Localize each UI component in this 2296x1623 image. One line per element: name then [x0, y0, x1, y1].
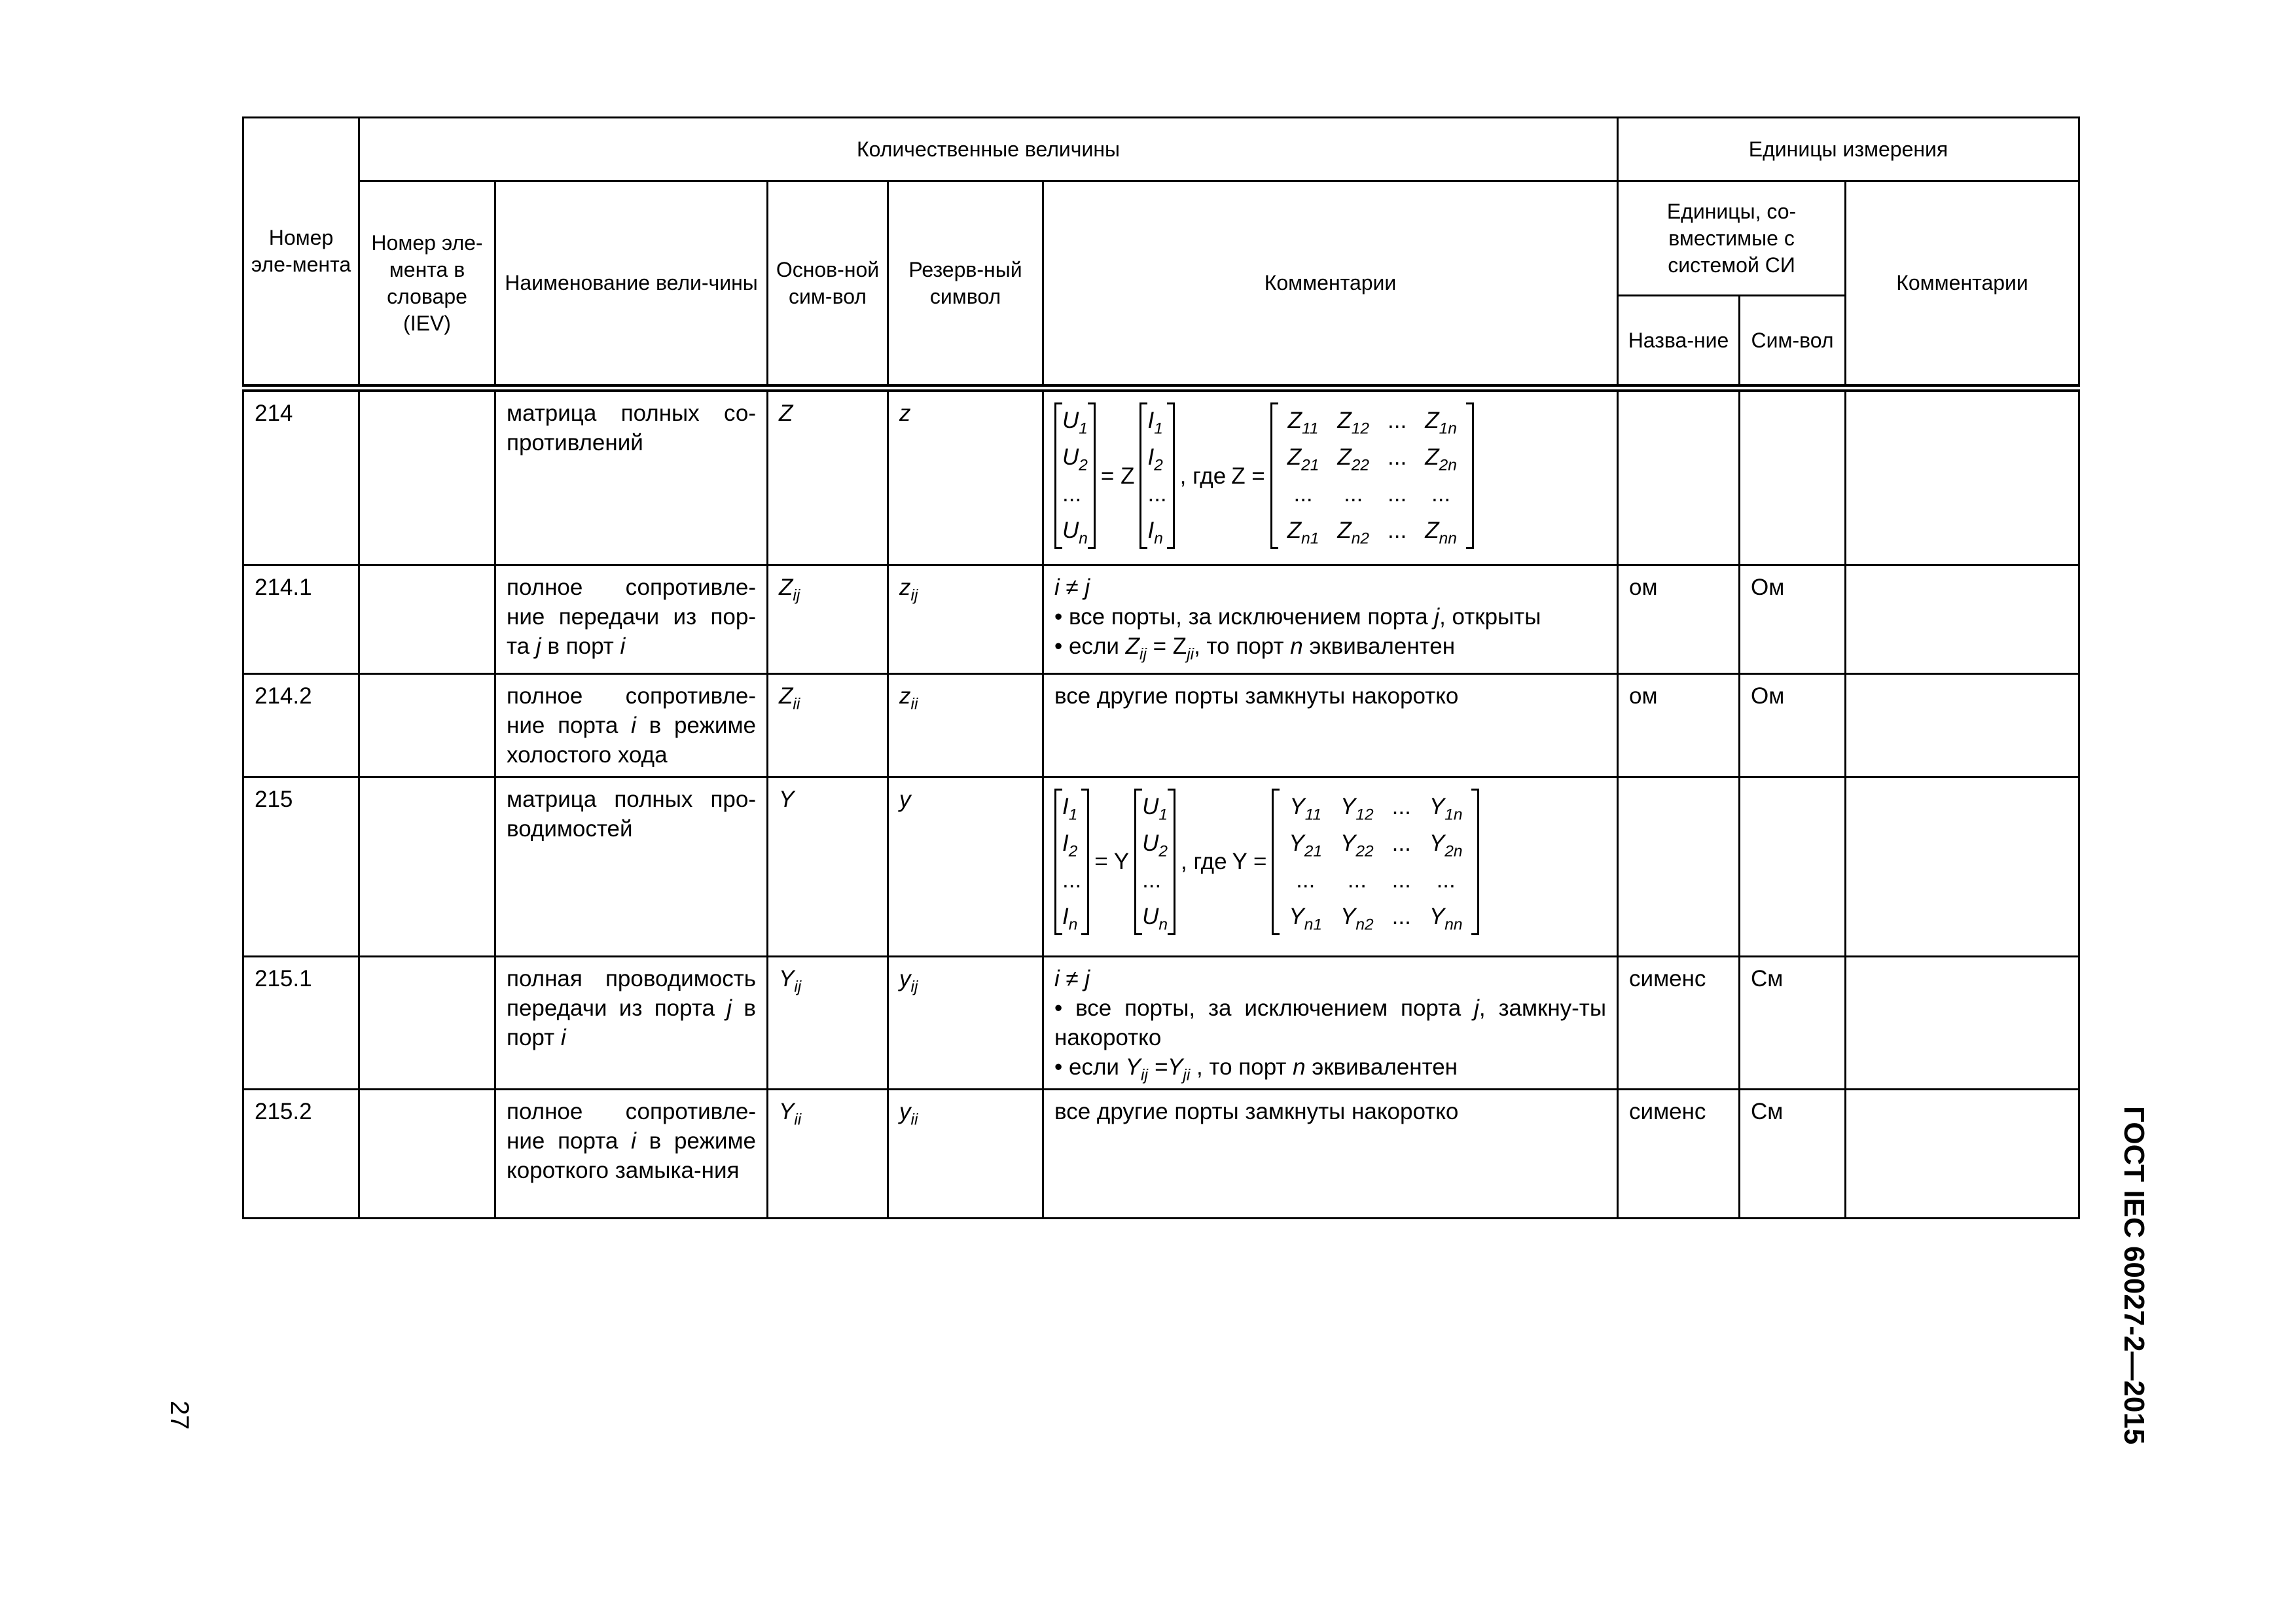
page-number: 27: [165, 1400, 194, 1430]
table-row: [243, 1089, 2079, 1218]
cell-name: матрица полных про-водимостей: [495, 777, 768, 956]
quantities-table: [242, 116, 2080, 1219]
cell-number: 214: [243, 388, 359, 565]
table-row: [243, 956, 2079, 1089]
table-row: [243, 565, 2079, 673]
table-row: [243, 777, 2079, 956]
header-quantity-name: Наименование вели-чины: [495, 181, 768, 389]
cell-iev: [359, 673, 495, 777]
header-reserve-symbol: Резерв-ный символ: [888, 181, 1043, 389]
cell-number: 215.2: [243, 1089, 359, 1218]
cell-unit-symbol: Ом: [1740, 673, 1846, 777]
cell-main-symbol: $Z_{ii}$: [768, 673, 888, 777]
cell-comment: i ≠ j • все порты, за исключением порта j, открыты • если $Z_{ij} = Z_{ji}$, то порт n эквивалентен: [1043, 565, 1618, 673]
cell-unit-comment: [1846, 1089, 2079, 1218]
cell-unit-name: сименс: [1618, 1089, 1740, 1218]
cell-unit-symbol: [1740, 777, 1846, 956]
admittance-matrix-formula: $I_1$ $I_2$ ... $I_n$ = Y $U_1$ $U_2$ ... $U_n$ , где Y = $Y_{11}$ $Y_{12}$ ... $Y_{1n}$ $Y_{21}$ $Y_{22}$ ... $Y_{2n}$ ... ... ... ... $Y_{n1}$ $Y_{n2}$ ... $Y_{nn}$: [1054, 785, 1606, 935]
cell-unit-comment: [1846, 956, 2079, 1089]
cell-main-symbol: $Y_{ij}$: [768, 956, 888, 1089]
cell-reserve-symbol: $y_{ij}$: [888, 956, 1043, 1089]
cell-comment: все другие порты замкнуты накоротко: [1043, 673, 1618, 777]
cell-comment-formula-z: [1043, 388, 1618, 565]
cell-unit-symbol: [1740, 388, 1846, 565]
cell-iev: [359, 777, 495, 956]
header-comments: Комментарии: [1043, 181, 1618, 389]
cell-unit-symbol: См: [1740, 956, 1846, 1089]
impedance-matrix: $Z_{11}$ $Z_{12}$ ... $Z_{1n}$ $Z_{21}$ $Z_{22}$ ... $Z_{2n}$ ... ... ... ... $Z_{n1}$ $Z_{n2}$ ... $Z_{nn}$: [1270, 402, 1474, 549]
cell-unit-comment: [1846, 777, 2079, 956]
header-main-symbol: Основ-ной сим-вол: [768, 181, 888, 389]
cell-unit-name: [1618, 777, 1740, 956]
header-iev-number: Номер эле-мента в словаре (IEV): [359, 181, 495, 389]
cell-main-symbol: $Y_{ii}$: [768, 1089, 888, 1218]
cell-main-symbol: $Z_{ij}$: [768, 565, 888, 673]
table-row: [243, 673, 2079, 777]
cell-reserve-symbol: $y_{ii}$: [888, 1089, 1043, 1218]
cell-iev: [359, 1089, 495, 1218]
cell-iev: [359, 388, 495, 565]
cell-reserve-symbol: $z_{ij}$: [888, 565, 1043, 673]
header-element-number: Номер эле-мента: [243, 118, 359, 389]
cell-name: полная проводимость передачи из порта j в порт i: [495, 956, 768, 1089]
cell-unit-name: [1618, 388, 1740, 565]
voltage-vector: $U_1$ $U_2$ ... $U_n$: [1054, 402, 1096, 549]
admittance-matrix: $Y_{11}$ $Y_{12}$ ... $Y_{1n}$ $Y_{21}$ $Y_{22}$ ... $Y_{2n}$ ... ... ... ... $Y_{n1}$ $Y_{n2}$ ... $Y_{nn}$: [1272, 789, 1479, 935]
header-si-units: Единицы, со-вместимые с системой СИ: [1618, 181, 1846, 296]
cell-unit-name: ом: [1618, 673, 1740, 777]
cell-reserve-symbol: y: [888, 777, 1043, 956]
cell-unit-name: сименс: [1618, 956, 1740, 1089]
current-vector: $I_1$ $I_2$ ... $I_n$: [1139, 402, 1174, 549]
cell-number: 214.1: [243, 565, 359, 673]
cell-unit-comment: [1846, 673, 2079, 777]
current-vector: $I_1$ $I_2$ ... $I_n$: [1054, 789, 1089, 935]
cell-unit-symbol: Ом: [1740, 565, 1846, 673]
cell-number: 215.1: [243, 956, 359, 1089]
cell-name: полное сопротивле-ние порта i в режиме короткого замыка-ния: [495, 1089, 768, 1218]
header-units-group: Единицы измерения: [1618, 118, 2079, 181]
cell-iev: [359, 956, 495, 1089]
cell-main-symbol: Y: [768, 777, 888, 956]
cell-number: 214.2: [243, 673, 359, 777]
cell-unit-symbol: См: [1740, 1089, 1846, 1218]
document-code: ГОСТ IEC 60027-2—2015: [2118, 1106, 2150, 1445]
cell-comment-formula-y: [1043, 777, 1618, 956]
cell-name: полное сопротивле-ние порта i в режиме холостого хода: [495, 673, 768, 777]
header-unit-symbol: Сим-вол: [1740, 296, 1846, 389]
cell-unit-comment: [1846, 388, 2079, 565]
cell-comment: все другие порты замкнуты накоротко: [1043, 1089, 1618, 1218]
cell-name: полное сопротивле-ние передачи из пор-та j в порт i: [495, 565, 768, 673]
header-quantities-group: Количественные величины: [359, 118, 1618, 181]
cell-unit-name: ом: [1618, 565, 1740, 673]
cell-unit-comment: [1846, 565, 2079, 673]
impedance-matrix-formula: $U_1$ $U_2$ ... $U_n$ = Z $I_1$ $I_2$ ... $I_n$ , где Z = $Z_{11}$ $Z_{12}$ ... $Z_{1n}$ $Z_{21}$ $Z_{22}$ ... $Z_{2n}$ ... ... ... ... $Z_{n1}$ $Z_{n2}$ ... $Z_{nn}$: [1054, 399, 1606, 549]
cell-main-symbol: Z: [768, 388, 888, 565]
header-unit-comments: Комментарии: [1846, 181, 2079, 389]
voltage-vector: $U_1$ $U_2$ ... $U_n$: [1134, 789, 1175, 935]
cell-name: матрица полных со-противлений: [495, 388, 768, 565]
cell-reserve-symbol: $z_{ii}$: [888, 673, 1043, 777]
cell-reserve-symbol: z: [888, 388, 1043, 565]
header-unit-name: Назва-ние: [1618, 296, 1740, 389]
table-row: [243, 388, 2079, 565]
cell-comment: i ≠ j • все порты, за исключением порта j, замкну-ты накоротко • если $Y_{ij} =Y_{ji}$ , то порт n эквивалентен: [1043, 956, 1618, 1089]
cell-iev: [359, 565, 495, 673]
cell-number: 215: [243, 777, 359, 956]
